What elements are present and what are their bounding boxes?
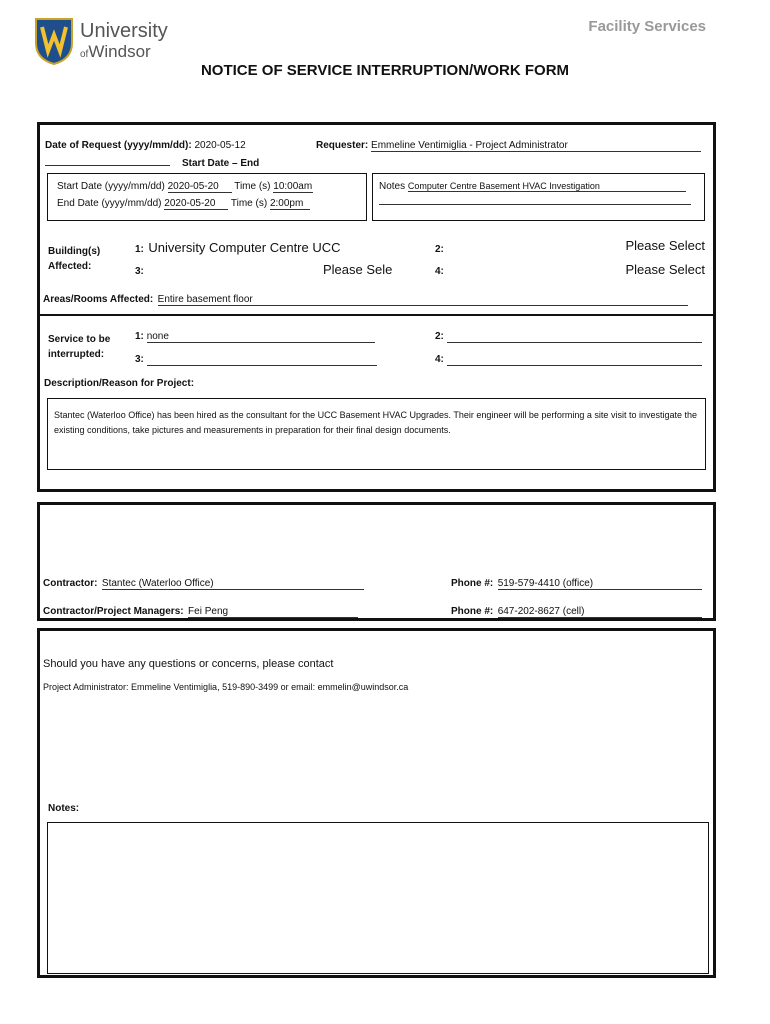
managers-phone-value[interactable]: 647-202-8627 (cell)	[498, 606, 702, 618]
request-section	[37, 122, 716, 492]
date-of-request-value[interactable]: 2020-05-12	[194, 140, 246, 151]
date-of-request-label: Date of Request (yyyy/mm/dd):	[45, 140, 192, 151]
service-1-value[interactable]: none	[147, 331, 375, 343]
building-1-num: 1:	[135, 244, 144, 255]
notes-box	[372, 173, 705, 221]
building-4-select[interactable]: Please Select	[625, 262, 705, 277]
requester-value[interactable]: Emmeline Ventimiglia - Project Administrator	[371, 140, 701, 152]
building-4-num: 4:	[435, 266, 444, 277]
contractor-section	[37, 502, 716, 621]
service-3-num: 3:	[135, 354, 144, 365]
contact-details: Project Administrator: Emmeline Ventimiglia, 519-890-3499 or email: emmelin@uwindsor.ca	[43, 682, 409, 692]
department-name: Facility Services	[588, 18, 706, 35]
managers-value[interactable]: Fei Peng	[188, 606, 358, 618]
start-time-label: Time (s)	[234, 181, 271, 192]
service-2-value[interactable]	[447, 331, 702, 343]
university-shield-logo	[34, 17, 74, 65]
service-1-num: 1:	[135, 331, 144, 342]
description-label: Description/Reason for Project:	[44, 378, 195, 389]
section-divider	[40, 314, 713, 316]
building-2-select[interactable]: Please Select	[625, 238, 705, 253]
end-date-label: End Date (yyyy/mm/dd)	[57, 198, 162, 209]
managers-phone-label: Phone #:	[451, 606, 494, 617]
building-3-num: 3:	[135, 266, 144, 277]
building-1-select[interactable]: University Computer Centre UCC	[148, 240, 341, 255]
building-2-num: 2:	[435, 244, 444, 255]
underline	[45, 165, 170, 166]
contractor-label: Contractor:	[43, 578, 98, 589]
notes-line	[379, 204, 691, 205]
contact-intro: Should you have any questions or concerns, please contact	[43, 658, 334, 670]
end-time-value[interactable]: 2:00pm	[270, 198, 310, 210]
form-title: NOTICE OF SERVICE INTERRUPTION/WORK FORM	[200, 62, 570, 79]
notes-label: Notes	[379, 181, 406, 192]
description-box[interactable]: Stantec (Waterloo Office) has been hired as the consultant for the UCC Basement HVAC Upgrades. Their engineer will be performing a site visit to investigate the existing conditions, take pictures and measurements in preparation for their final design documents.	[47, 398, 706, 470]
contractor-phone-label: Phone #:	[451, 578, 494, 589]
service-4-num: 4:	[435, 354, 444, 365]
contact-section	[37, 628, 716, 978]
contractor-value[interactable]: Stantec (Waterloo Office)	[102, 578, 364, 590]
managers-label: Contractor/Project Managers:	[43, 606, 184, 617]
start-time-value[interactable]: 10:00am	[273, 181, 313, 192]
logo-university: University	[80, 20, 168, 42]
start-date-label: Start Date (yyyy/mm/dd)	[57, 181, 165, 192]
end-date-value[interactable]: 2020-05-20	[164, 198, 228, 210]
buildings-label: Building(s) Affected:	[48, 246, 101, 272]
building-3-select[interactable]: Please Sele	[323, 262, 393, 277]
start-date-value[interactable]: 2020-05-20	[168, 181, 232, 193]
notes-textarea[interactable]	[47, 822, 709, 974]
service-4-value[interactable]	[447, 354, 702, 366]
requester-label: Requester:	[316, 140, 369, 151]
notes-value[interactable]: Computer Centre Basement HVAC Investigation	[408, 181, 686, 192]
service-label: Service to be interrupted:	[48, 334, 111, 360]
dates-box	[47, 173, 367, 221]
areas-label: Areas/Rooms Affected:	[43, 294, 154, 305]
areas-value[interactable]: Entire basement floor	[158, 294, 688, 306]
service-3-value[interactable]	[147, 354, 377, 366]
end-time-label: Time (s)	[230, 198, 268, 209]
notes-section-label: Notes:	[48, 803, 80, 814]
logo-windsor: ofWindsor	[80, 42, 151, 61]
service-2-num: 2:	[435, 331, 444, 342]
start-end-heading: Start Date – End	[182, 158, 260, 169]
contractor-phone-value[interactable]: 519-579-4410 (office)	[498, 578, 702, 590]
